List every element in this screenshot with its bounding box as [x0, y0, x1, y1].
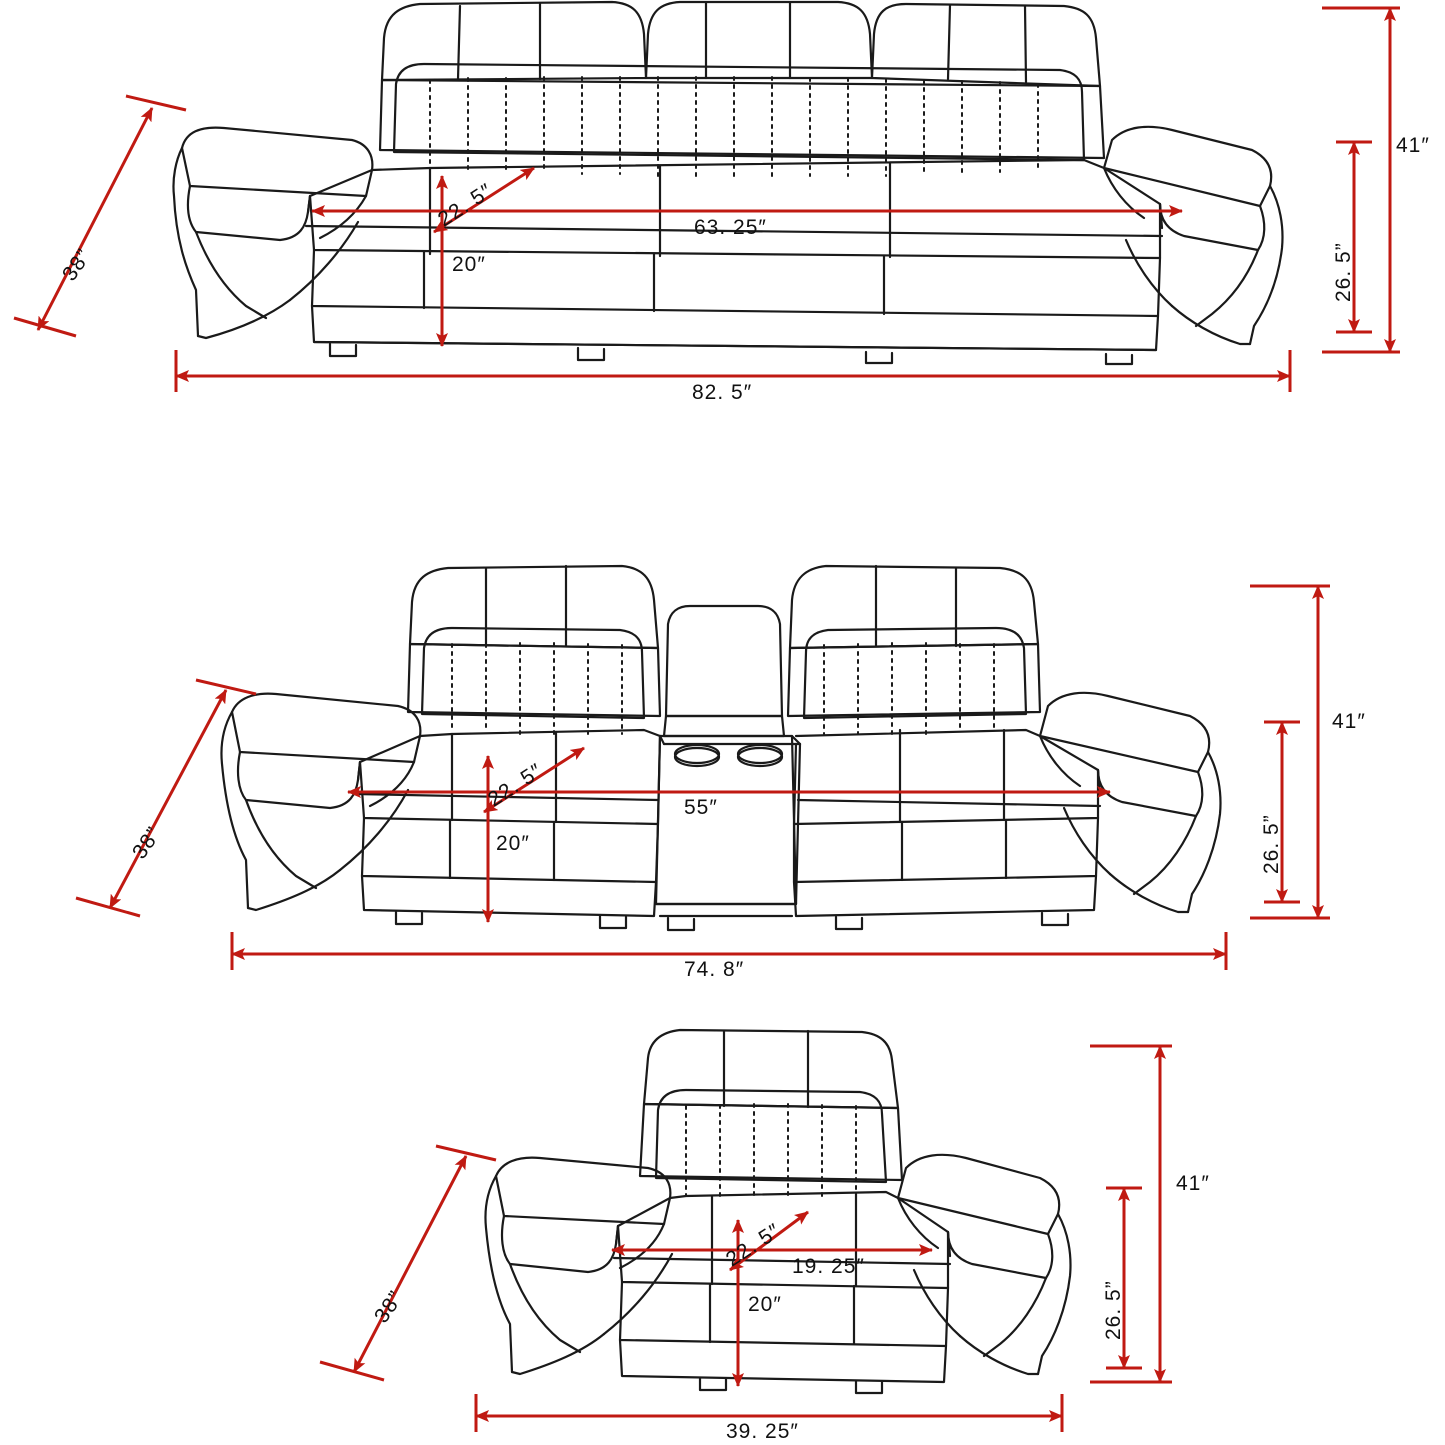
sofa-overall-width-label: 82. 5″ [692, 381, 753, 404]
chair-overall-height-label: 41″ [1176, 1172, 1210, 1195]
loveseat-seat-depth-label: 22. 5″ [484, 759, 547, 812]
chair-seat-depth-label: 22. 5″ [722, 1219, 785, 1272]
sofa-seat-depth-label: 22. 5″ [434, 179, 497, 232]
sofa-overall-height-label: 41″ [1396, 134, 1430, 157]
loveseat-depth-label: 38” [128, 822, 166, 864]
sofa-seat-width-label: 63. 25″ [694, 216, 767, 239]
sofa-seat-height-label: 20″ [452, 253, 486, 276]
chair-seat-height-label: 20″ [748, 1293, 782, 1316]
chair-back-height-label: 26. 5” [1102, 1280, 1125, 1340]
loveseat-seat-width-label: 55″ [684, 796, 718, 819]
loveseat-seat-height-label: 20″ [496, 832, 530, 855]
loveseat-back-height-label: 26. 5” [1260, 814, 1283, 874]
sofa-back-height-label: 26. 5” [1332, 242, 1355, 302]
chair-seat-width-label: 19. 25″ [792, 1255, 865, 1278]
loveseat-overall-width-label: 74. 8″ [684, 958, 745, 981]
chair-overall-width-label: 39. 25″ [726, 1420, 799, 1443]
sofa-depth-label: 38” [58, 244, 96, 286]
loveseat-overall-height-label: 41″ [1332, 710, 1366, 733]
chair-depth-label: 38” [370, 1286, 408, 1328]
